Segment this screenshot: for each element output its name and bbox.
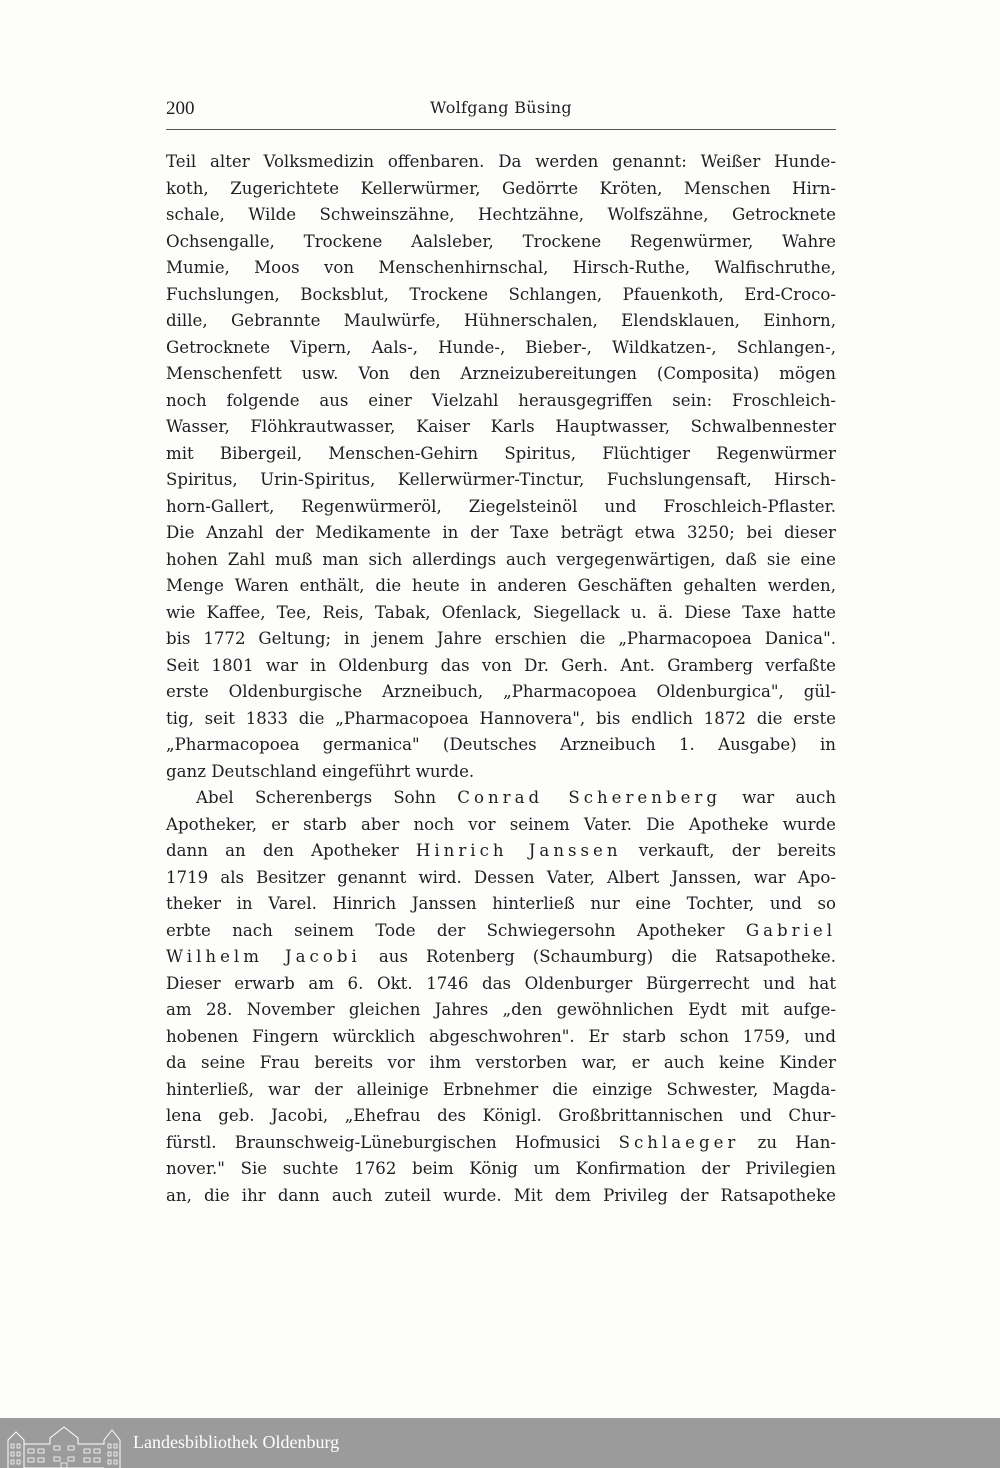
text-line xyxy=(166,255,836,282)
text-segment: aus Rotenberg (Schaumburg) die Ratsapotheke. xyxy=(360,947,836,966)
text-segment: koth, Zugerichtete Kellerwürmer, Gedörrte Kröten, Menschen Hirn- xyxy=(166,178,836,198)
text-line xyxy=(166,388,836,415)
text-line xyxy=(166,785,836,812)
text-segment: Dieser erwarb am 6. Okt. 1746 das Oldenburger Bürgerrecht und hat xyxy=(166,973,836,993)
text-segment: wie Kaffee, Tee, Reis, Tabak, Ofenlack, Siegellack u. ä. Diese Taxe hatte xyxy=(166,602,836,622)
text-segment: Die Anzahl der Medikamente in der Taxe beträgt etwa 3250; bei dieser xyxy=(166,523,836,542)
text-segment: Menschenfett usw. Von den Arzneizubereitungen (Composita) mögen xyxy=(166,364,836,383)
text-line xyxy=(166,653,836,680)
text-segment: an, die ihr dann auch zuteil wurde. Mit dem Privileg der Ratsapotheke xyxy=(166,1185,836,1205)
text-segment: Wasser, Flöhkrautwasser, Kaiser Karls Hauptwasser, Schwalbennester xyxy=(166,417,836,436)
text-segment: Apotheker, er starb aber noch vor seinem Vater. Die Apotheke wurde xyxy=(166,814,836,834)
text-segment: Teil alter Volksmedizin offenbaren. Da werden genannt: Weißer Hunde- xyxy=(166,152,836,171)
text-line xyxy=(166,176,836,203)
text-segment: verkauft, der bereits xyxy=(621,841,836,860)
text-line xyxy=(166,1156,836,1183)
text-line xyxy=(166,865,836,892)
text-line xyxy=(166,1183,836,1210)
text-segment: horn-Gallert, Regenwürmeröl, Ziegelsteinöl und Froschleich-Pflaster. xyxy=(166,496,836,516)
text-line xyxy=(166,812,836,839)
text-line xyxy=(166,1050,836,1077)
page-number: 200 xyxy=(166,98,195,119)
footer-bar xyxy=(0,1418,1000,1468)
text-segment: Spiritus, Urin-Spiritus, Kellerwürmer-Tinctur, Fuchslungensaft, Hirsch- xyxy=(166,470,836,489)
text-line xyxy=(166,600,836,627)
text-segment: bis 1772 Geltung; in jenem Jahre erschien die „Pharmacopoea Danica". xyxy=(166,629,836,648)
text-line xyxy=(166,626,836,653)
text-line xyxy=(166,441,836,468)
text-segment: am 28. November gleichen Jahres „den gewöhnlichen Eydt mit aufge- xyxy=(166,1000,836,1019)
library-building-icon xyxy=(6,1424,124,1468)
text-line xyxy=(166,944,836,971)
text-line xyxy=(166,1103,836,1130)
text-segment: Abel Scherenbergs Sohn xyxy=(196,788,458,807)
text-segment: Fuchslungen, Bocksblut, Trockene Schlangen, Pfauenkoth, Erd-Croco- xyxy=(166,284,836,304)
text-segment: lena geb. Jacobi, „Ehefrau des Königl. Großbrittannischen und Chur- xyxy=(166,1106,836,1125)
text-segment: mit Bibergeil, Menschen-Gehirn Spiritus, Flüchtiger Regenwürmer xyxy=(166,443,836,463)
text-segment: war auch xyxy=(720,788,837,807)
text-segment: 1719 als Besitzer genannt wird. Dessen Vater, Albert Janssen, war Apo- xyxy=(166,867,836,887)
text-segment: erste Oldenburgische Arzneibuch, „Pharmacopoea Oldenburgica", gül- xyxy=(166,682,836,701)
text-segment: da seine Frau bereits vor ihm verstorben war, er auch keine Kinder xyxy=(166,1053,836,1072)
text-segment: „Pharmacopoea germanica" (Deutsches Arzneibuch 1. Ausgabe) in xyxy=(166,735,836,754)
text-segment: Getrocknete Vipern, Aals-, Hunde-, Bieber-, Wildkatzen-, Schlangen-, xyxy=(166,337,836,357)
running-header xyxy=(166,98,836,122)
text-line xyxy=(166,520,836,547)
running-head-author: Wolfgang Büsing xyxy=(430,98,572,117)
text-line xyxy=(166,838,836,865)
text-segment: hohen Zahl muß man sich allerdings auch vergegenwärtigen, daß sie eine xyxy=(166,549,836,569)
text-line xyxy=(166,149,836,176)
text-segment: Mumie, Moos von Menschenhirnschal, Hirsch-Ruthe, Walfischruthe, xyxy=(166,258,836,277)
text-segment: theker in Varel. Hinrich Janssen hinterließ nur eine Tochter, und so xyxy=(166,894,836,913)
text-segment: dann an den Apotheker xyxy=(166,841,416,860)
text-line xyxy=(166,335,836,362)
text-segment: Ochsengalle, Trockene Aalsleber, Trockene Regenwürmer, Wahre xyxy=(166,231,836,251)
spaced-name: Schlaeger xyxy=(618,1132,740,1152)
spaced-name: Hinrich Janssen xyxy=(415,841,622,860)
text-line xyxy=(166,759,836,786)
text-segment: zu Han- xyxy=(739,1132,836,1152)
body-text xyxy=(166,149,836,1209)
text-segment: hobenen Fingern würcklich abgeschwohren". Er starb schon 1759, und xyxy=(166,1026,836,1046)
text-segment: hinterließ, war der alleinige Erbnehmer die einzige Schwester, Magda- xyxy=(166,1079,836,1099)
text-line xyxy=(166,732,836,759)
text-segment: noch folgende aus einer Vielzahl herausgegriffen sein: Froschleich- xyxy=(166,390,836,410)
text-line xyxy=(166,1077,836,1104)
text-line xyxy=(166,706,836,733)
text-segment: ganz Deutschland eingeführt wurde. xyxy=(166,761,475,781)
text-segment: nover." Sie suchte 1762 beim König um Konfirmation der Privilegien xyxy=(166,1159,836,1178)
header-rule xyxy=(166,129,836,130)
text-segment: fürstl. Braunschweig-Lüneburgischen Hofmusici xyxy=(166,1132,619,1152)
text-line xyxy=(166,361,836,388)
text-line xyxy=(166,1130,836,1157)
text-line xyxy=(166,679,836,706)
text-line xyxy=(166,308,836,335)
spaced-name: Wilhelm Jacobi xyxy=(166,947,361,966)
text-line xyxy=(166,414,836,441)
text-line xyxy=(166,467,836,494)
text-line xyxy=(166,971,836,998)
text-line xyxy=(166,918,836,945)
text-line xyxy=(166,229,836,256)
text-segment: erbte nach seinem Tode der Schwiegersohn Apotheker xyxy=(166,920,746,940)
text-line xyxy=(166,547,836,574)
text-segment: Seit 1801 war in Oldenburg das von Dr. Gerh. Ant. Gramberg verfaßte xyxy=(166,655,836,675)
text-line xyxy=(166,282,836,309)
text-segment: schale, Wilde Schweinszähne, Hechtzähne, Wolfszähne, Getrocknete xyxy=(166,205,836,224)
spaced-name: Gabriel xyxy=(745,920,836,940)
text-line xyxy=(166,494,836,521)
text-line xyxy=(166,891,836,918)
text-segment: Menge Waren enthält, die heute in anderen Geschäften gehalten werden, xyxy=(166,576,836,595)
text-line xyxy=(166,1024,836,1051)
text-line xyxy=(166,997,836,1024)
text-line xyxy=(166,573,836,600)
text-segment: dille, Gebrannte Maulwürfe, Hühnerschalen, Elendsklauen, Einhorn, xyxy=(166,311,836,330)
library-name: Landesbibliothek Oldenburg xyxy=(133,1432,340,1452)
text-line xyxy=(166,202,836,229)
spaced-name: Conrad Scherenberg xyxy=(457,788,721,807)
text-segment: tig, seit 1833 die „Pharmacopoea Hannovera", bis endlich 1872 die erste xyxy=(166,708,836,728)
